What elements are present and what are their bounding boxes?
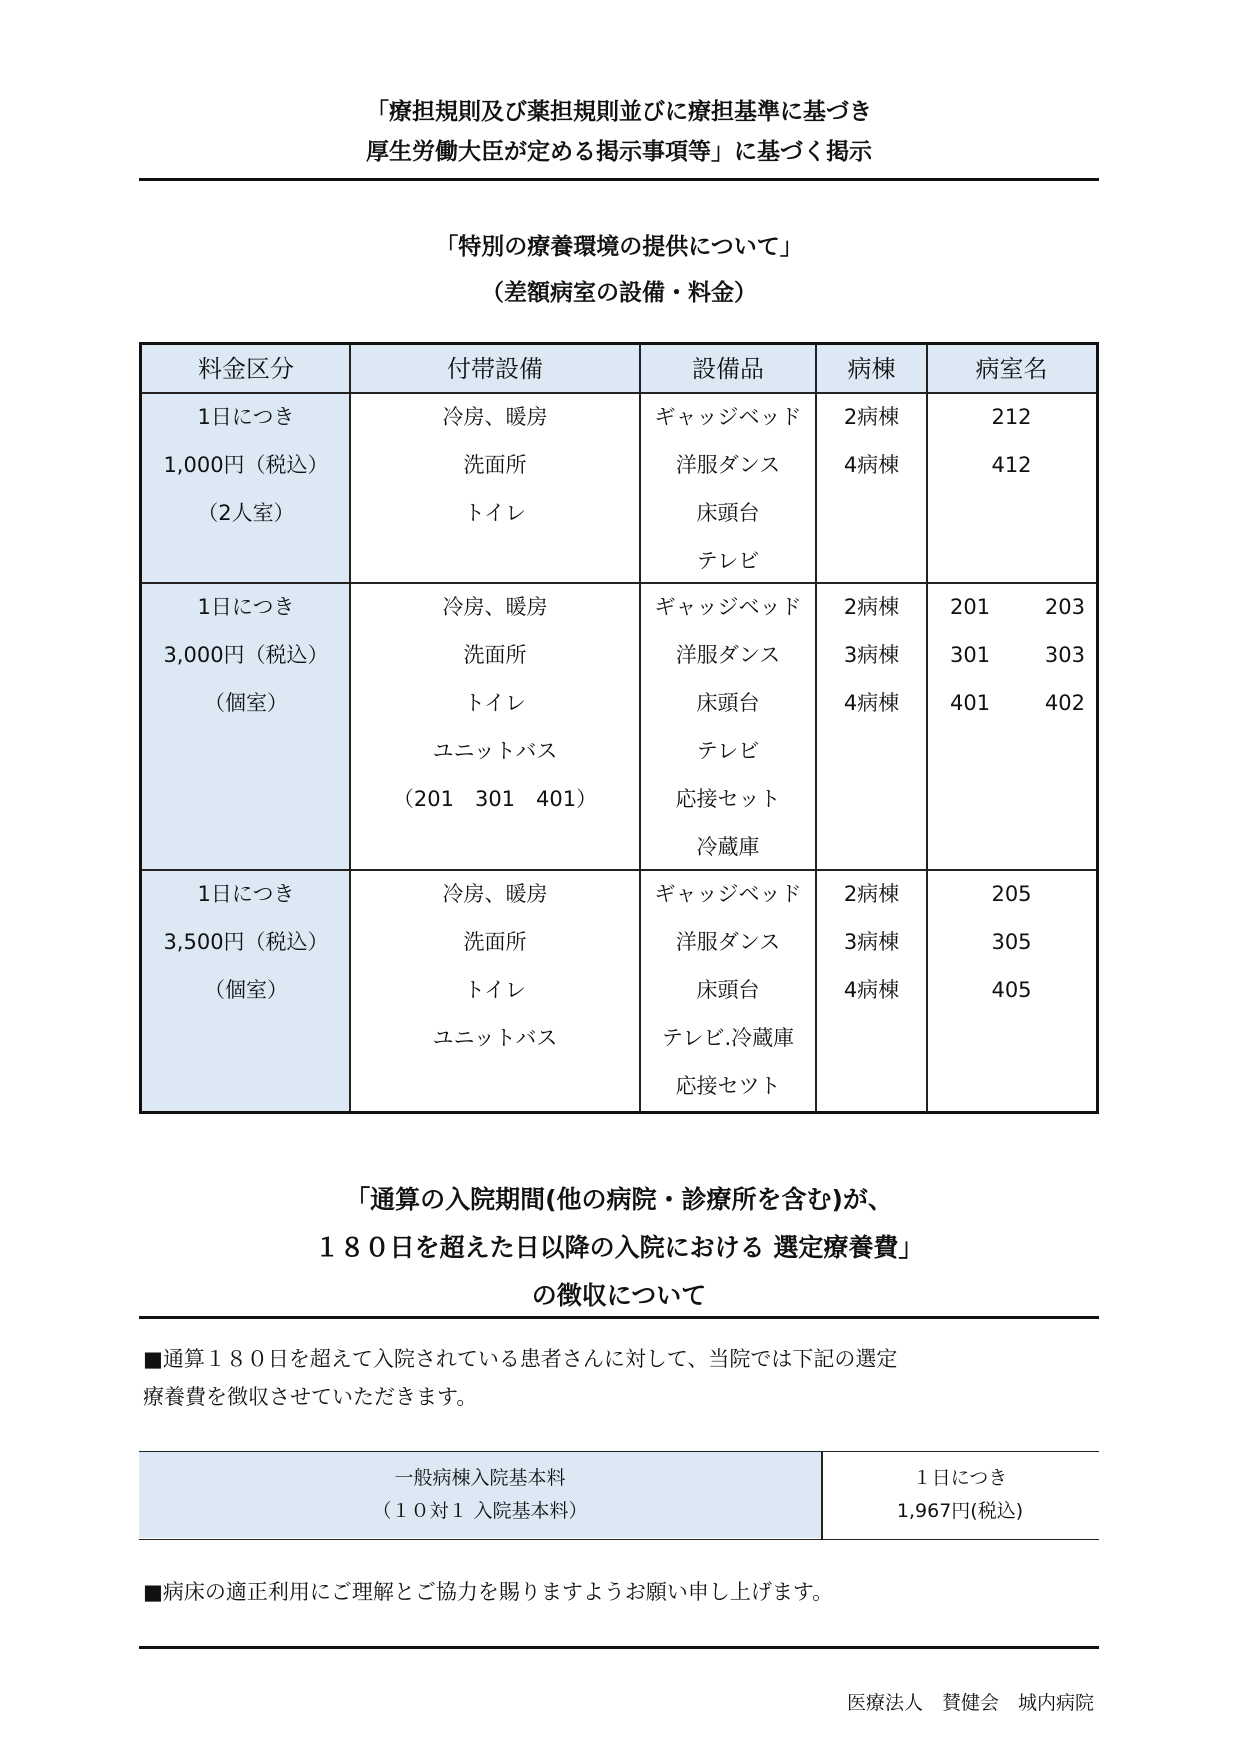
- ward-item: 3病棟: [843, 930, 900, 954]
- equipment-item: 応接セツト: [675, 1074, 781, 1098]
- basic-fee-label-line-2: （１０対１ 入院基本料）: [372, 1500, 588, 1522]
- room-item: 205: [991, 882, 1032, 906]
- notice-line-2: 療養費を徴収させていただきます。: [143, 1385, 478, 1409]
- ward-item: 4病棟: [843, 453, 900, 477]
- section2-title-line-1: 「通算の入院期間(他の病院・診療所を含む)が、: [345, 1185, 893, 1214]
- equipment-item: テレビ: [696, 549, 760, 573]
- room-item: 305: [991, 930, 1032, 954]
- room-pair: [950, 679, 1085, 727]
- header-fee-category: 料金区分: [198, 355, 294, 383]
- amenity-item: トイレ: [464, 978, 526, 1002]
- basic-fee-label-line-1: 一般病棟入院基本料: [394, 1467, 566, 1489]
- row3-wards: [816, 870, 927, 1014]
- equipment-item: テレビ: [696, 739, 760, 763]
- footer-divider: [139, 1646, 1099, 1649]
- section1-title-line-2: （差額病室の設備・料金）: [481, 280, 757, 306]
- ward-item: 4病棟: [843, 691, 900, 715]
- equipment-item: ギャッジベッド: [654, 595, 802, 619]
- ward-item: 2病棟: [843, 882, 900, 906]
- equipment-item: 応接セット: [675, 787, 781, 811]
- amenity-item: 洗面所: [463, 930, 527, 954]
- header-line-1: 「療担規則及び薬担規則並びに療担基準に基づき: [366, 99, 872, 125]
- equipment-item: テレビ.冷蔵庫: [661, 1026, 795, 1050]
- section2-title-line-3: の徴収について: [531, 1281, 707, 1310]
- room-item: 401: [950, 691, 991, 715]
- row1-amenities: [350, 393, 640, 537]
- row1-wards: [816, 393, 927, 489]
- room-item: 201: [950, 595, 991, 619]
- fee-table: [139, 342, 1099, 1114]
- room-item: 203: [1044, 595, 1085, 619]
- equipment-item: 床頭台: [696, 691, 760, 715]
- fee-line: 3,500円（税込）: [163, 930, 329, 954]
- amenity-item: ユニットバス: [432, 739, 558, 763]
- fee-line: 1,000円（税込）: [163, 453, 329, 477]
- header-divider: [139, 178, 1099, 181]
- fee-line: （個室）: [204, 978, 288, 1002]
- room-pair: [950, 583, 1085, 631]
- basic-fee-value-line-1: １日につき: [912, 1467, 1008, 1489]
- amenity-item: （201 301 401）: [392, 787, 598, 811]
- row1-equipment: [640, 393, 816, 585]
- room-item: 405: [991, 978, 1032, 1002]
- room-item: 303: [1044, 643, 1085, 667]
- row3-amenities: [350, 870, 640, 1062]
- equipment-item: 冷蔵庫: [696, 835, 760, 859]
- amenity-item: トイレ: [464, 691, 526, 715]
- equipment-item: 洋服ダンス: [675, 453, 781, 477]
- amenity-item: 冷房、暖房: [442, 882, 548, 906]
- amenity-item: 洗面所: [463, 453, 527, 477]
- equipment-item: ギャッジベッド: [654, 405, 802, 429]
- header-room-name: 病室名: [975, 355, 1048, 383]
- ward-item: 2病棟: [843, 405, 900, 429]
- fee-line: 1日につき: [197, 405, 295, 429]
- ward-item: 3病棟: [843, 643, 900, 667]
- basic-fee-table: [139, 1451, 1099, 1540]
- cooperation-request: ■病床の適正利用にご理解とご協力を賜りますようお願い申し上げます。: [143, 1580, 834, 1604]
- header-equipment: 設備品: [692, 355, 764, 383]
- basic-fee-value-line-2: 1,967円(税込): [896, 1500, 1024, 1522]
- row2-fee: [142, 583, 350, 727]
- ward-item: 2病棟: [843, 595, 900, 619]
- section2-title: [139, 1176, 1099, 1320]
- fee-line: （個室）: [204, 691, 288, 715]
- equipment-item: 洋服ダンス: [675, 930, 781, 954]
- row1-rooms: [927, 393, 1096, 489]
- notice-header: [139, 92, 1099, 172]
- section2-title-line-2: １８０日を超えた日以降の入院における 選定療養費」: [314, 1233, 924, 1262]
- room-item: 301: [950, 643, 991, 667]
- room-item: 212: [991, 405, 1032, 429]
- row2-rooms: [950, 583, 1085, 727]
- amenity-item: 洗面所: [463, 643, 527, 667]
- row2-equipment: [640, 583, 816, 871]
- row2-amenities: [350, 583, 640, 823]
- row1-fee: [142, 393, 350, 537]
- equipment-item: ギャッジベッド: [654, 882, 802, 906]
- room-pair: [950, 631, 1085, 679]
- fee-line: 1日につき: [197, 595, 295, 619]
- notice-line-1: ■通算１８０日を超えて入院されている患者さんに対して、当院では下記の選定: [143, 1347, 898, 1371]
- header-line-2: 厚生労働大臣が定める掲示事項等」に基づく掲示: [366, 139, 872, 165]
- hospital-signature: 医療法人 賛健会 城内病院: [846, 1692, 1094, 1714]
- section1-title-line-1: 「特別の療養環境の提供について」: [435, 234, 803, 260]
- fee-line: 3,000円（税込）: [163, 643, 329, 667]
- header-amenities: 付帯設備: [447, 355, 543, 383]
- equipment-item: 洋服ダンス: [675, 643, 781, 667]
- ward-item: 4病棟: [843, 978, 900, 1002]
- header-ward: 病棟: [847, 355, 896, 383]
- amenity-item: 冷房、暖房: [442, 595, 548, 619]
- section1-title: [139, 224, 1099, 316]
- row3-rooms: [927, 870, 1096, 1014]
- row3-fee: [142, 870, 350, 1014]
- basic-fee-label: [139, 1462, 821, 1528]
- amenity-item: ユニットバス: [432, 1026, 558, 1050]
- section2-divider: [139, 1316, 1099, 1319]
- equipment-item: 床頭台: [696, 501, 760, 525]
- selection-fee-notice: [143, 1340, 1103, 1416]
- basic-fee-value: [823, 1462, 1097, 1528]
- amenity-item: 冷房、暖房: [442, 405, 548, 429]
- fee-line: （2人室）: [197, 501, 295, 525]
- row3-equipment: [640, 870, 816, 1110]
- equipment-item: 床頭台: [696, 978, 760, 1002]
- room-item: 402: [1044, 691, 1085, 715]
- row2-wards: [816, 583, 927, 727]
- room-item: 412: [991, 453, 1032, 477]
- fee-line: 1日につき: [197, 882, 295, 906]
- amenity-item: トイレ: [464, 501, 526, 525]
